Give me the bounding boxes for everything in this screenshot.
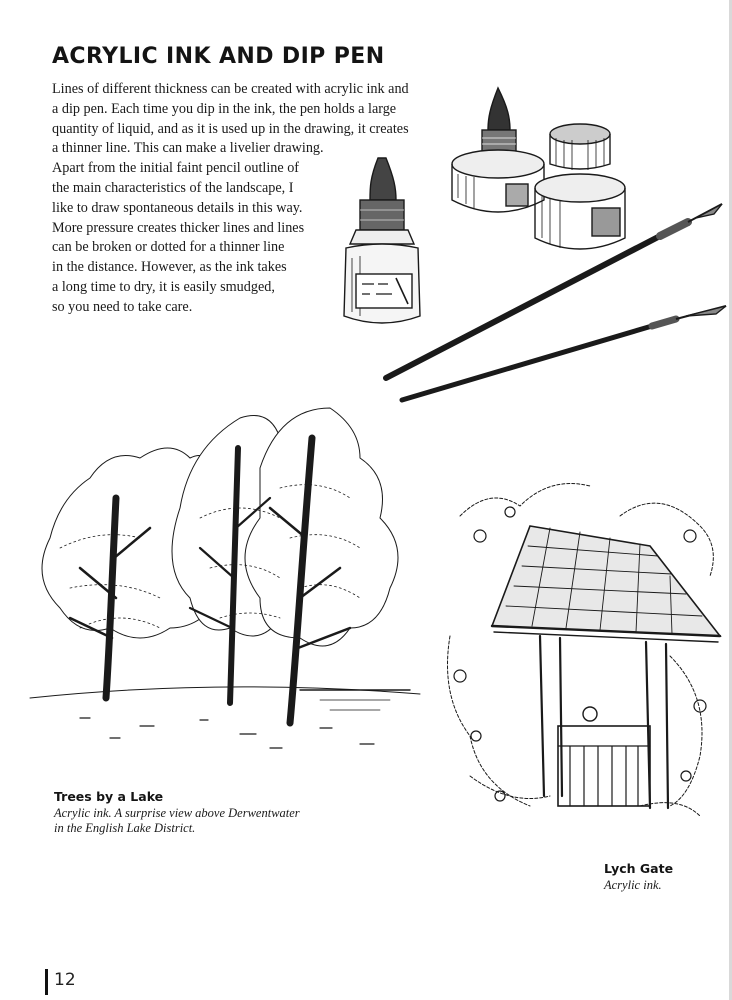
trees-caption-line: in the English Lake District.	[54, 821, 196, 835]
intro-line: a dip pen. Each time you dip in the ink, the pen holds a large	[52, 100, 397, 117]
intro-line: so you need to take care.	[52, 298, 193, 315]
gate-caption-text	[604, 878, 662, 893]
intro-line: Apart from the initial faint pencil outline of	[52, 160, 300, 177]
lych-gate-illustration	[440, 476, 730, 836]
page-title: ACRYLIC INK AND DIP PEN	[52, 44, 385, 69]
intro-line: More pressure creates thicker lines and lines	[52, 219, 305, 236]
intro-line: like to draw spontaneous details in this way.	[52, 199, 303, 216]
trees-caption-line: Acrylic ink. A surprise view above Derwentwater	[54, 806, 300, 820]
gate-caption-title: Lych Gate	[604, 861, 674, 876]
trees-caption-text	[54, 806, 300, 836]
intro-line: Lines of different thickness can be created with acrylic ink and	[52, 81, 409, 97]
trees-by-lake-illustration	[20, 398, 430, 768]
ink-bottles-and-dip-pens-illustration	[330, 78, 730, 408]
page-number-bar	[45, 969, 48, 995]
gate-caption-line: Acrylic ink.	[604, 878, 662, 892]
intro-line: a thinner line. This can make a livelier drawing.	[52, 140, 324, 157]
intro-line: can be broken or dotted for a thinner line	[52, 239, 285, 256]
intro-line: a long time to dry, it is easily smudged,	[52, 278, 275, 295]
intro-line: quantity of liquid, and as it is used up in the drawing, it creates	[52, 120, 409, 137]
intro-line: the main characteristics of the landscape, I	[52, 179, 294, 196]
intro-line: in the distance. However, as the ink takes	[52, 259, 287, 276]
trees-caption-title: Trees by a Lake	[54, 789, 164, 804]
page-number: 12	[54, 970, 76, 990]
